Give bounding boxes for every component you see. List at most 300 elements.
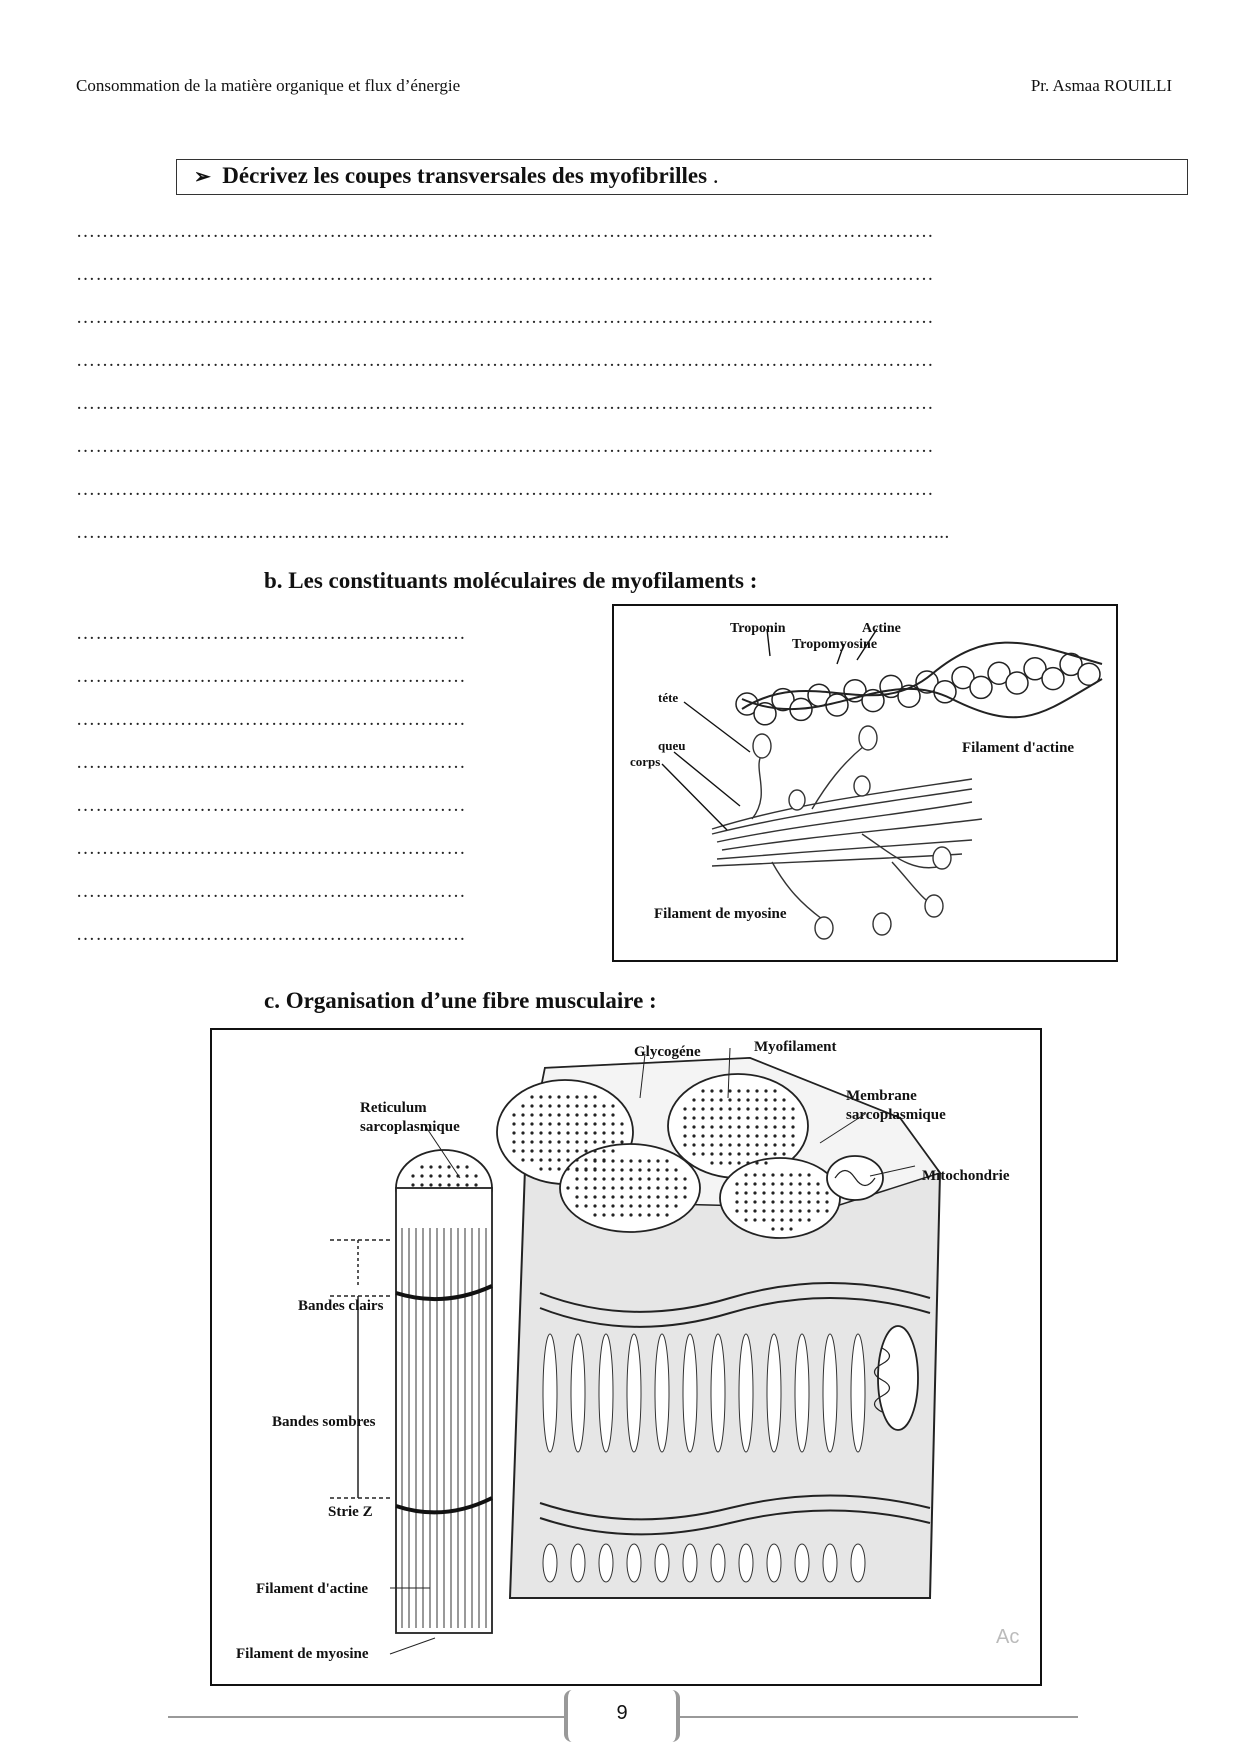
filament-dot <box>798 1173 801 1176</box>
filament-dot <box>638 1186 641 1189</box>
filament-dot <box>764 1152 767 1155</box>
filament-dot <box>755 1116 758 1119</box>
filament-dot <box>791 1134 794 1137</box>
filament-dot <box>771 1182 774 1185</box>
filament-dot <box>744 1209 747 1212</box>
filament-dot <box>728 1089 731 1092</box>
answer-line[interactable]: ……………………………………………………………………………………………………………………... <box>76 522 950 543</box>
filament-dot <box>557 1149 560 1152</box>
filament-dot <box>611 1122 614 1125</box>
filament-dot <box>521 1122 524 1125</box>
filament-slit <box>571 1334 585 1452</box>
filament-dot <box>737 1125 740 1128</box>
filament-dot <box>530 1140 533 1143</box>
filament-dot <box>429 1174 432 1177</box>
filament-dot <box>771 1218 774 1221</box>
filament-dot <box>557 1131 560 1134</box>
filament-slit <box>655 1334 669 1452</box>
filament-dot <box>807 1200 810 1203</box>
filament-dot <box>456 1183 459 1186</box>
filament-dot <box>557 1104 560 1107</box>
filament-dot <box>807 1182 810 1185</box>
filament-dot <box>611 1213 614 1216</box>
filament-slit <box>851 1544 865 1582</box>
filament-dot <box>782 1143 785 1146</box>
filament-dot <box>789 1191 792 1194</box>
filament-dot <box>780 1209 783 1212</box>
filament-dot <box>602 1204 605 1207</box>
answer-line[interactable]: …………………………………………………… <box>76 624 466 644</box>
filament-dot <box>780 1227 783 1230</box>
filament-dot <box>782 1098 785 1101</box>
filament-dot <box>746 1098 749 1101</box>
filament-dot <box>584 1168 587 1171</box>
filament-dot <box>780 1200 783 1203</box>
filament-dot <box>584 1149 587 1152</box>
filament-dot <box>584 1131 587 1134</box>
filament-dot <box>746 1089 749 1092</box>
filament-dot <box>773 1107 776 1110</box>
filament-dot <box>575 1177 578 1180</box>
filament-slit <box>683 1544 697 1582</box>
filament-dot <box>701 1116 704 1119</box>
filament-dot <box>798 1218 801 1221</box>
section-c-title: c. Organisation d’une fibre musculaire : <box>264 988 657 1013</box>
footer-rule-right <box>676 1716 1078 1718</box>
filament-dot <box>771 1191 774 1194</box>
filament-dot <box>411 1183 414 1186</box>
filament-dot <box>762 1218 765 1221</box>
footer-rule-left <box>168 1716 568 1718</box>
filament-dot <box>530 1149 533 1152</box>
filament-dot <box>566 1158 569 1161</box>
filament-dot <box>656 1177 659 1180</box>
answer-line[interactable]: …………………………………………………… <box>76 709 466 730</box>
filament-dot <box>764 1143 767 1146</box>
filament-dot <box>629 1168 632 1171</box>
filament-dot <box>593 1140 596 1143</box>
filament-dot <box>798 1200 801 1203</box>
myofilament-figure <box>612 604 1118 962</box>
filament-dot <box>521 1104 524 1107</box>
filament-dot <box>744 1218 747 1221</box>
filament-dot <box>762 1182 765 1185</box>
filament-dot <box>566 1186 569 1189</box>
filament-dot <box>807 1191 810 1194</box>
filament-dot <box>566 1113 569 1116</box>
filament-dot <box>539 1158 542 1161</box>
filament-dot <box>791 1125 794 1128</box>
filament-dot <box>710 1107 713 1110</box>
filament-dot <box>780 1218 783 1221</box>
filament-dot <box>557 1140 560 1143</box>
filament-dot <box>764 1116 767 1119</box>
question-trail: . <box>712 163 719 188</box>
filament-dot <box>773 1089 776 1092</box>
filament-dot <box>593 1113 596 1116</box>
answer-line[interactable]: …………………………………………………………………………………………………………………… <box>76 222 934 242</box>
filament-dot <box>710 1134 713 1137</box>
filament-dot <box>773 1143 776 1146</box>
answer-line[interactable]: …………………………………………………… <box>76 666 466 687</box>
filament-dot <box>539 1140 542 1143</box>
filament-dot <box>710 1089 713 1092</box>
filament-dot <box>620 1140 623 1143</box>
filament-dot <box>465 1174 468 1177</box>
filament-dot <box>602 1168 605 1171</box>
filament-dot <box>737 1107 740 1110</box>
filament-dot <box>629 1186 632 1189</box>
filament-dot <box>656 1204 659 1207</box>
filament-dot <box>737 1098 740 1101</box>
label-troponin: Troponin <box>730 621 786 636</box>
filament-dot <box>719 1125 722 1128</box>
filament-dot <box>602 1131 605 1134</box>
filament-dot <box>548 1113 551 1116</box>
filament-dot <box>557 1095 560 1098</box>
filament-dot <box>593 1168 596 1171</box>
filament-dot <box>762 1191 765 1194</box>
filament-dot <box>557 1122 560 1125</box>
label-mitochondrie: Mitochondrie <box>922 1168 1010 1184</box>
filament-dot <box>755 1134 758 1137</box>
filament-dot <box>771 1227 774 1230</box>
filament-dot <box>512 1113 515 1116</box>
filament-dot <box>764 1098 767 1101</box>
filament-dot <box>789 1200 792 1203</box>
page-number: 9 <box>616 1702 628 1724</box>
answer-line[interactable]: …………………………………………………………………………………………………………………… <box>76 264 934 285</box>
label-reticulum-2: sarcoplasmique <box>360 1119 460 1135</box>
filament-dot <box>530 1158 533 1161</box>
filament-slit <box>683 1334 697 1452</box>
filament-dot <box>447 1165 450 1168</box>
filament-dot <box>420 1165 423 1168</box>
filament-dot <box>611 1186 614 1189</box>
filament-dot <box>798 1209 801 1212</box>
filament-dot <box>753 1191 756 1194</box>
filament-dot <box>575 1095 578 1098</box>
filament-dot <box>620 1204 623 1207</box>
answer-line[interactable]: …………………………………………………… <box>76 795 466 816</box>
filament-dot <box>773 1098 776 1101</box>
filament-dot <box>584 1113 587 1116</box>
filament-dot <box>782 1134 785 1137</box>
filament-dot <box>593 1104 596 1107</box>
filament-dot <box>665 1168 668 1171</box>
answer-line[interactable]: …………………………………………………… <box>76 924 466 945</box>
filament-dot <box>825 1191 828 1194</box>
filament-dot <box>584 1195 587 1198</box>
filament-dot <box>701 1089 704 1092</box>
label-bandes-clairs: Bandes clairs <box>298 1298 384 1314</box>
filament-dot <box>825 1209 828 1212</box>
answer-line[interactable]: …………………………………………………………………………………………………………………… <box>76 479 934 500</box>
filament-dot <box>620 1177 623 1180</box>
filament-dot <box>816 1200 819 1203</box>
filament-dot <box>438 1165 441 1168</box>
filament-dot <box>798 1191 801 1194</box>
filament-dot <box>602 1159 605 1162</box>
label-membrane-1: Membrane <box>846 1088 917 1104</box>
filament-dot <box>420 1183 423 1186</box>
filament-dot <box>710 1152 713 1155</box>
filament-dot <box>438 1174 441 1177</box>
filament-dot <box>755 1089 758 1092</box>
filament-dot <box>746 1161 749 1164</box>
filament-dot <box>611 1195 614 1198</box>
filament-dot <box>816 1191 819 1194</box>
filament-slit <box>599 1544 613 1582</box>
filament-dot <box>683 1107 686 1110</box>
filament-slit <box>599 1334 613 1452</box>
filament-dot <box>674 1186 677 1189</box>
filament-dot <box>584 1095 587 1098</box>
filament-dot <box>465 1165 468 1168</box>
filament-dot <box>780 1173 783 1176</box>
answer-line[interactable]: …………………………………………………… <box>76 752 466 773</box>
muscle-fiber-figure <box>210 1028 1042 1686</box>
question-label: Décrivez les coupes transversales des myofibrilles <box>222 163 708 188</box>
filament-dot <box>737 1134 740 1137</box>
filament-dot <box>548 1131 551 1134</box>
filament-dot <box>683 1143 686 1146</box>
filament-dot <box>575 1168 578 1171</box>
filament-dot <box>474 1183 477 1186</box>
filament-dot <box>773 1116 776 1119</box>
answer-line[interactable]: …………………………………………………………………………………………………………………… <box>76 307 934 328</box>
label-filament-myosine: Filament de myosine <box>654 906 787 922</box>
filament-dot <box>737 1161 740 1164</box>
answer-line[interactable]: …………………………………………………………………………………………………………………… <box>76 436 934 457</box>
filament-dot <box>593 1159 596 1162</box>
filament-dot <box>710 1098 713 1101</box>
filament-dot <box>798 1182 801 1185</box>
section-b-title: b. Les constituants moléculaires de myofilaments : <box>264 568 758 593</box>
answer-line[interactable]: …………………………………………………… <box>76 838 466 859</box>
filament-dot <box>584 1104 587 1107</box>
filament-dot <box>773 1125 776 1128</box>
filament-dot <box>539 1149 542 1152</box>
filament-dot <box>611 1104 614 1107</box>
filament-dot <box>557 1113 560 1116</box>
answer-line[interactable]: …………………………………………………………………………………………………………………… <box>76 393 934 414</box>
arrow-bullet-icon: ➢ <box>194 166 211 188</box>
filament-dot <box>656 1168 659 1171</box>
filament-dot <box>548 1167 551 1170</box>
filament-dot <box>692 1134 695 1137</box>
filament-dot <box>512 1140 515 1143</box>
filament-dot <box>753 1173 756 1176</box>
filament-dot <box>584 1186 587 1189</box>
filament-dot <box>602 1104 605 1107</box>
filament-dot <box>755 1161 758 1164</box>
filament-dot <box>701 1134 704 1137</box>
label-corps: corps <box>630 754 661 769</box>
filament-dot <box>548 1140 551 1143</box>
filament-dot <box>593 1204 596 1207</box>
filament-slit <box>543 1544 557 1582</box>
filament-dot <box>521 1149 524 1152</box>
filament-dot <box>512 1131 515 1134</box>
filament-dot <box>656 1159 659 1162</box>
filament-dot <box>611 1131 614 1134</box>
filament-dot <box>728 1107 731 1110</box>
filament-dot <box>647 1168 650 1171</box>
filament-slit <box>739 1334 753 1452</box>
label-filament-myosine: Filament de myosine <box>236 1646 369 1662</box>
filament-dot <box>638 1204 641 1207</box>
filament-dot <box>692 1116 695 1119</box>
filament-dot <box>465 1183 468 1186</box>
filament-dot <box>789 1173 792 1176</box>
question-text <box>194 163 719 189</box>
actin-bead <box>970 676 992 698</box>
filament-dot <box>807 1209 810 1212</box>
filament-dot <box>629 1159 632 1162</box>
filament-dot <box>755 1098 758 1101</box>
filament-dot <box>521 1158 524 1161</box>
label-queu: queu <box>658 738 686 753</box>
filament-dot <box>530 1095 533 1098</box>
filament-dot <box>665 1159 668 1162</box>
filament-dot <box>566 1167 569 1170</box>
filament-dot <box>548 1122 551 1125</box>
filament-dot <box>692 1098 695 1101</box>
filament-dot <box>746 1125 749 1128</box>
filament-slit <box>823 1544 837 1582</box>
filament-slit <box>627 1334 641 1452</box>
filament-dot <box>701 1152 704 1155</box>
filament-dot <box>753 1209 756 1212</box>
filament-dot <box>825 1200 828 1203</box>
filament-dot <box>746 1107 749 1110</box>
filament-dot <box>420 1174 423 1177</box>
filament-dot <box>791 1143 794 1146</box>
label-glycogene: Glycogéne <box>634 1044 701 1060</box>
filament-dot <box>429 1165 432 1168</box>
filament-dot <box>665 1204 668 1207</box>
filament-dot <box>710 1143 713 1146</box>
filament-dot <box>629 1204 632 1207</box>
filament-dot <box>656 1213 659 1216</box>
label-filament-actine: Filament d'actine <box>962 740 1075 756</box>
filament-dot <box>719 1089 722 1092</box>
filament-dot <box>512 1149 515 1152</box>
filament-dot <box>728 1161 731 1164</box>
filament-dot <box>575 1104 578 1107</box>
filament-dot <box>753 1218 756 1221</box>
filament-dot <box>539 1095 542 1098</box>
filament-dot <box>789 1227 792 1230</box>
filament-dot <box>674 1168 677 1171</box>
filament-dot <box>611 1149 614 1152</box>
filament-dot <box>620 1168 623 1171</box>
actin-bead <box>1006 672 1028 694</box>
filament-dot <box>674 1195 677 1198</box>
filament-dot <box>764 1161 767 1164</box>
section-b-lines <box>76 624 586 968</box>
filament-dot <box>566 1131 569 1134</box>
filament-dot <box>566 1140 569 1143</box>
filament-dot <box>746 1116 749 1119</box>
filament-dot <box>782 1107 785 1110</box>
filament-dot <box>593 1095 596 1098</box>
filament-dot <box>429 1183 432 1186</box>
filament-dot <box>611 1140 614 1143</box>
filament-dot <box>791 1107 794 1110</box>
filament-dot <box>638 1159 641 1162</box>
filament-dot <box>735 1209 738 1212</box>
filament-dot <box>438 1183 441 1186</box>
filament-dot <box>620 1122 623 1125</box>
label-tropomyosine: Tropomyosine <box>792 637 878 652</box>
filament-dot <box>611 1177 614 1180</box>
filament-dot <box>566 1122 569 1125</box>
filament-dot <box>521 1131 524 1134</box>
filament-dot <box>557 1167 560 1170</box>
filament-dot <box>593 1177 596 1180</box>
filament-dot <box>548 1149 551 1152</box>
filament-dot <box>629 1213 632 1216</box>
filament-dot <box>602 1195 605 1198</box>
filament-dot <box>719 1107 722 1110</box>
filament-dot <box>744 1182 747 1185</box>
filament-dot <box>566 1104 569 1107</box>
filament-dot <box>683 1195 686 1198</box>
filament-dot <box>683 1116 686 1119</box>
filament-dot <box>764 1125 767 1128</box>
filament-dot <box>701 1107 704 1110</box>
filament-slit <box>711 1334 725 1452</box>
filament-dot <box>789 1209 792 1212</box>
filament-dot <box>584 1177 587 1180</box>
filament-dot <box>744 1173 747 1176</box>
filament-dot <box>602 1140 605 1143</box>
filament-dot <box>566 1095 569 1098</box>
filament-dot <box>782 1116 785 1119</box>
header-left: Consommation de la matière organique et flux d’énergie <box>76 76 461 95</box>
filament-dot <box>456 1165 459 1168</box>
filament-dot <box>764 1107 767 1110</box>
filament-slit <box>767 1544 781 1582</box>
filament-dot <box>602 1186 605 1189</box>
filament-dot <box>629 1177 632 1180</box>
filament-slit <box>739 1544 753 1582</box>
filament-dot <box>656 1195 659 1198</box>
filament-dot <box>665 1186 668 1189</box>
answer-line[interactable]: …………………………………………………………………………………………………………………… <box>76 350 934 371</box>
filament-dot <box>771 1209 774 1212</box>
filament-dot <box>575 1149 578 1152</box>
filament-dot <box>539 1167 542 1170</box>
label-tete: téte <box>658 690 679 705</box>
filament-dot <box>737 1116 740 1119</box>
filament-dot <box>539 1113 542 1116</box>
filament-dot <box>755 1107 758 1110</box>
filament-dot <box>762 1173 765 1176</box>
filament-dot <box>647 1213 650 1216</box>
filament-dot <box>755 1152 758 1155</box>
label-strie-z: Strie Z <box>328 1504 373 1520</box>
filament-dot <box>735 1191 738 1194</box>
filament-dot <box>728 1125 731 1128</box>
answer-line[interactable]: …………………………………………………… <box>76 881 466 902</box>
filament-dot <box>602 1122 605 1125</box>
filament-dot <box>647 1195 650 1198</box>
label-bandes-sombres: Bandes sombres <box>272 1414 376 1430</box>
filament-dot <box>683 1134 686 1137</box>
